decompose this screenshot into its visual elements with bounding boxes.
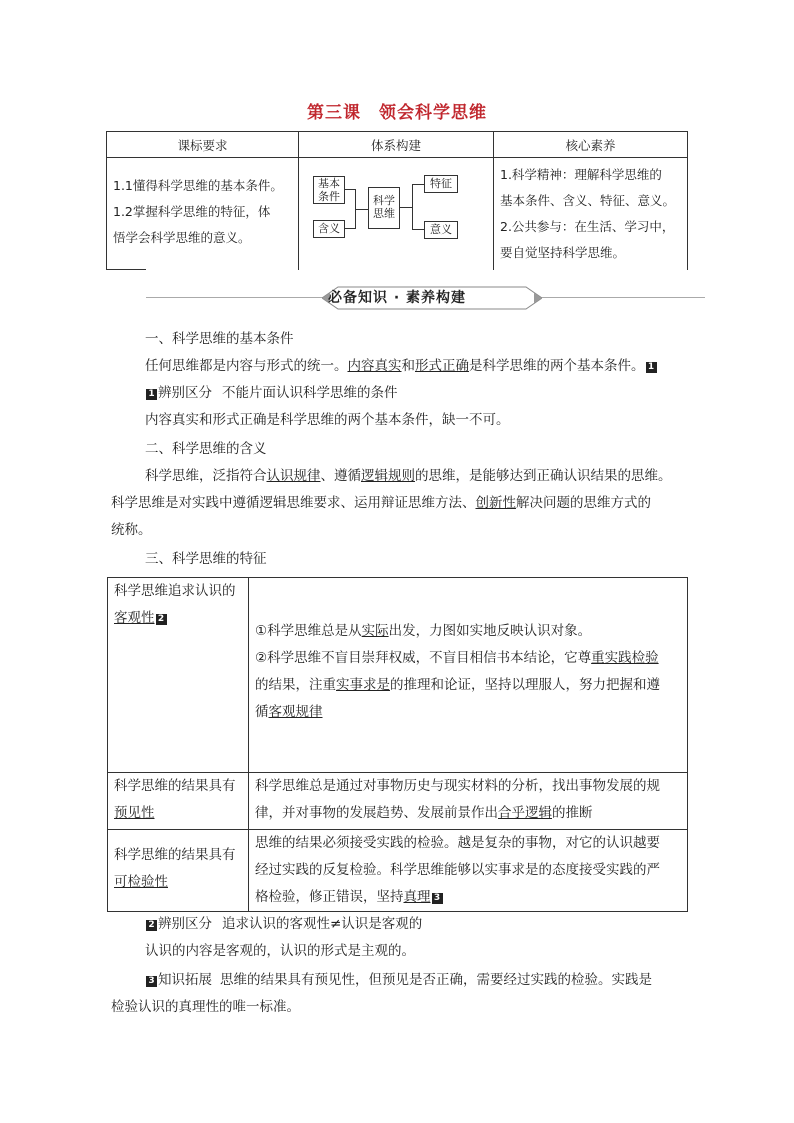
lesson-number: 第三课 [307,103,361,123]
diagram-node-basic: 基本条件 [313,176,345,204]
key-term: 内容真实 [347,358,402,374]
diagram-node-center: 科学思维 [368,187,400,229]
section2-line: 科学思维是对实践中遵循逻辑思维要求、运用辩证思维方法、创新性解决问题的思维方式的 [111,495,651,511]
table-row [108,773,688,830]
note-3-line: 3 知识拓展 思维的结果具有预见性，但预见是否正确，需要经过实践的检验。实践是 [145,967,652,994]
note-3-line: 检验认识的真理性的唯一标准。 [111,999,300,1015]
literacy-line: 2.公共参与：在生活、学习中， [500,219,675,234]
key-term: 认识规律 [266,468,321,484]
col-header-requirements: 课标要求 [107,132,299,158]
diagram-node-significance: 意义 [424,221,458,239]
feature-key: 科学思维的结果具有 预见性 [108,773,249,830]
table-row [108,578,688,773]
requirements-cell [107,158,298,251]
features-table [107,577,688,912]
col-header-literacy: 核心素养 [494,132,688,158]
requirement-line: 悟学会科学思维的意义。 [113,230,251,245]
key-term: 逻辑规则 [361,468,415,484]
feature-desc: ①科学思维总是从实际出发，力图如实地反映认识对象。 ②科学思维不盲目崇拜权威，不盲目相信书本结论，它尊重实践检验 的结果，注重实事求是的推理和论证，坚持以理服人，努力把握和遵 循客观规律 [249,578,688,773]
diagram-node-meaning: 含义 [313,220,345,238]
concept-diagram [299,158,493,270]
key-term: 形式正确 [415,358,469,374]
note-1-heading: 1 辨别区分 不能片面认识科学思维的条件 [145,380,398,407]
key-term: 创新性 [475,495,516,511]
table-row [108,830,688,912]
section1-paragraph: 任何思维都是内容与形式的统一。内容真实和形式正确是科学思维的两个基本条件。 1 [145,353,658,380]
note-marker: 1 [646,362,657,373]
literacy-line: 1.科学精神：理解科学思维的 [500,167,662,182]
note-2-text: 认识的内容是客观的，认识的形式是主观的。 [145,943,415,959]
feature-key: 科学思维追求认识的 客观性 2 [108,578,249,773]
section3-heading: 三、科学思维的特征 [145,551,267,567]
overview-table [106,131,688,270]
feature-key: 科学思维的结果具有 可检验性 [108,830,249,912]
section2-line: 统称。 [111,522,152,538]
feature-desc: 科学思维总是通过对事物历史与现实材料的分析，找出事物发展的规 律，并对事物的发展趋势、发展前景作出合乎逻辑的推断 [249,773,688,830]
literacy-line: 要自觉坚持科学思维。 [500,245,626,260]
note-1-text: 内容真实和形式正确是科学思维的两个基本条件，缺一不可。 [145,412,510,428]
requirement-line: 1.1懂得科学思维的基本条件。 [113,178,283,193]
section2-heading: 二、科学思维的含义 [145,441,267,457]
requirement-line: 1.2掌握科学思维的特征，体 [113,204,271,219]
section-banner: 必备知识 · 素养构建 [327,290,467,306]
literacy-line: 基本条件、含义、特征、意义。 [500,193,676,208]
section1-heading: 一、科学思维的基本条件 [145,331,294,347]
page-title [0,98,794,123]
diagram-node-feature: 特征 [424,175,458,193]
table-rule [106,269,146,270]
col-header-framework: 体系构建 [299,132,494,158]
section2-line: 科学思维，泛指符合认识规律、遵循逻辑规则的思维，是能够达到正确认识结果的思维。 [145,468,672,484]
literacy-cell [494,158,687,266]
lesson-name: 领会科学思维 [379,103,487,123]
note-2-heading: 2 辨别区分 追求认识的客观性≠认识是客观的 [145,911,422,938]
feature-desc: 思维的结果必须接受实践的检验。越是复杂的事物，对它的认识越要 经过实践的反复检验。科学思维能够以实事求是的态度接受实践的严 格检验，修正错误，坚持真理 3 [249,830,688,912]
